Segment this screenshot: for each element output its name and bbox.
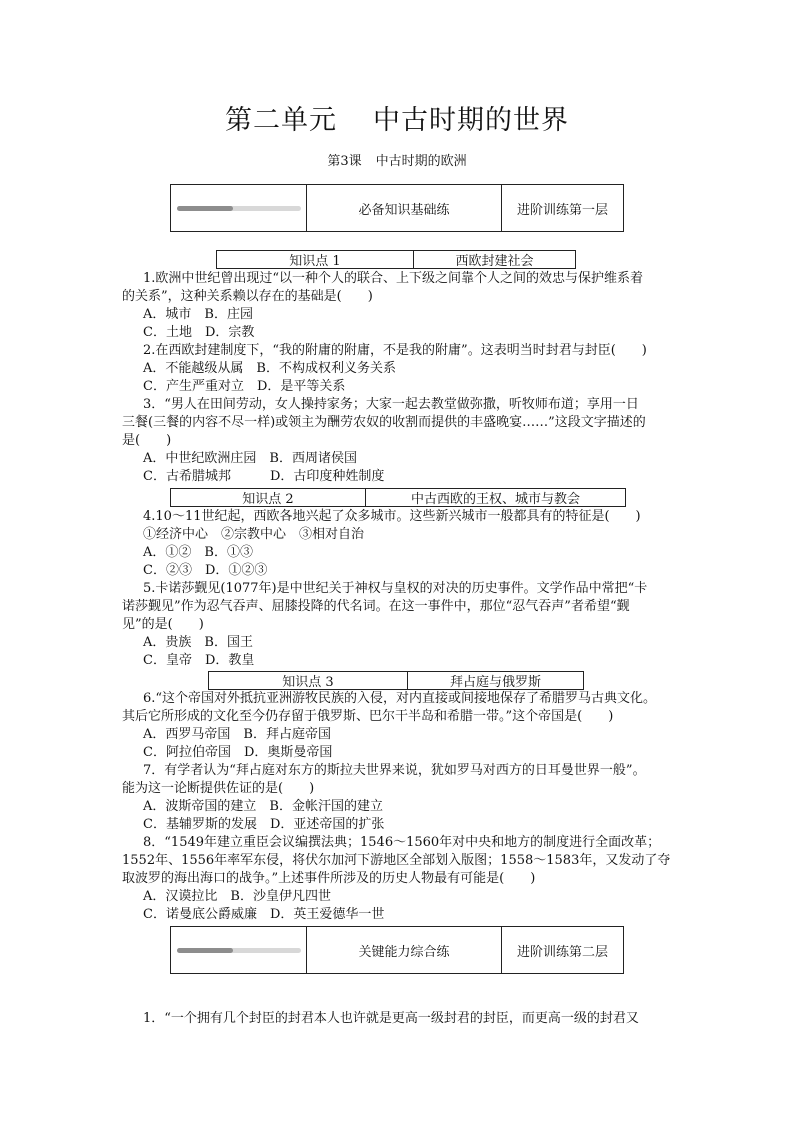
q6-line-1: 6.“这个帝国对外抵抗亚洲游牧民族的入侵，对内直接或间接地保存了希腊罗马古典文化。 — [143, 691, 657, 706]
q6-line-2: 其后它所形成的文化至今仍存留于俄罗斯、巴尔干半岛和希腊一带。”这个帝国是( ) — [122, 709, 614, 724]
q8-line-3: 取波罗的海出海口的战争。”上述事件所涉及的历史人物最有可能是( ) — [122, 871, 536, 886]
q7-options-1: A．波斯帝国的建立 B．金帐汗国的建立 — [143, 799, 383, 814]
lesson-number: 第3课 — [327, 154, 362, 169]
progress-bar-fill — [177, 948, 233, 953]
q3-line-3: 是( ) — [122, 433, 172, 448]
lesson-name: 中古时期的欧洲 — [375, 154, 467, 169]
q3-options-2: C．古希腊城邦 D．古印度种姓制度 — [143, 469, 385, 484]
q4-options-2: C．②③ D．①②③ — [143, 563, 268, 578]
q7-options-2: C．基辅罗斯的发展 D．亚述帝国的扩张 — [143, 817, 385, 832]
q7-line-2: 能为这一论断提供佐证的是( ) — [122, 781, 315, 796]
q5-line-3: 见”的是( ) — [122, 617, 204, 632]
unit-name: 中古时期的世界 — [373, 105, 569, 136]
q1-line-2: 的关系”，这种关系赖以存在的基础是( ) — [122, 289, 373, 304]
section-banner-advanced — [170, 926, 624, 974]
banner-level: 进阶训练第二层 — [516, 944, 608, 960]
progress-bar — [177, 948, 301, 953]
knowledge-point-2 — [170, 488, 626, 507]
knowledge-point-topic: 西欧封建社会 — [455, 254, 534, 269]
q1-options-2: C．土地 D．宗教 — [143, 325, 255, 340]
unit-title — [0, 98, 794, 137]
knowledge-point-1 — [216, 250, 576, 269]
q2-options-1: A．不能越级从属 B．不构成权利义务关系 — [143, 361, 396, 376]
q1-options-1: A．城市 B．庄园 — [143, 307, 253, 322]
q5-line-1: 5.卡诺莎觐见(1077年)是中世纪关于神权与皇权的对决的历史事件。文学作品中常把“卡 — [143, 581, 648, 596]
progress-bar — [177, 206, 301, 211]
q3-line-2: 三餐(三餐的内容不尽一样)或领主为酬劳农奴的收割而提供的丰盛晚宴……”这段文字描述的 — [122, 415, 646, 430]
q8-line-2: 1552年、1556年率军东侵，将伏尔加河下游地区全部划入版图；1558～1583年，又发动了夺 — [122, 853, 671, 868]
q4-line-1: 4.10～11世纪起，西欧各地兴起了众多城市。这些新兴城市一般都具有的特征是( ) — [143, 509, 641, 524]
part2-q1-line-1: 1．“一个拥有几个封臣的封君本人也许就是更高一级封君的封臣，而更高一级的封君又 — [143, 1011, 639, 1026]
knowledge-point-label: 知识点 1 — [217, 251, 414, 268]
q8-options-2: C．诺曼底公爵威廉 D．英王爱德华一世 — [143, 907, 385, 922]
lesson-title — [0, 150, 794, 169]
knowledge-point-label: 知识点 2 — [171, 489, 366, 506]
knowledge-point-label: 知识点 3 — [209, 672, 408, 689]
banner-level: 进阶训练第一层 — [516, 202, 608, 218]
q3-options-1: A．中世纪欧洲庄园 B．西周诸侯国 — [143, 451, 357, 466]
unit-number: 第二单元 — [225, 105, 337, 136]
q6-options-2: C．阿拉伯帝国 D．奥斯曼帝国 — [143, 745, 333, 760]
q4-options-1: A．①② B．①③ — [143, 545, 253, 560]
knowledge-point-3 — [208, 671, 584, 690]
banner-section-name: 必备知识基础练 — [307, 185, 502, 231]
knowledge-point-topic: 中古西欧的王权、城市与教会 — [410, 492, 580, 507]
progress-bar-fill — [177, 206, 233, 211]
banner-progress-cell — [171, 927, 307, 973]
q6-options-1: A．西罗马帝国 B．拜占庭帝国 — [143, 727, 331, 742]
q1-line-1: 1.欧洲中世纪曾出现过“以一种个人的联合、上下级之间靠个人之间的效忠与保护维系着 — [143, 271, 644, 286]
q2-options-2: C．产生严重对立 D．是平等关系 — [143, 379, 346, 394]
section-banner-basic — [170, 184, 624, 232]
q5-options-2: C．皇帝 D．教皇 — [143, 653, 255, 668]
q8-options-1: A．汉谟拉比 B．沙皇伊凡四世 — [143, 889, 331, 904]
q3-line-1: 3．“男人在田间劳动，女人操持家务；大家一起去教堂做弥撒，听牧师布道；享用一日 — [143, 397, 639, 412]
q2-line-1: 2.在西欧封建制度下，“我的附庸的附庸，不是我的附庸”。这表明当时封君与封臣( ) — [143, 343, 647, 358]
q7-line-1: 7．有学者认为“拜占庭对东方的斯拉夫世界来说，犹如罗马对西方的日耳曼世界一般”。 — [143, 763, 646, 778]
knowledge-point-topic: 拜占庭与俄罗斯 — [449, 675, 541, 690]
q8-line-1: 8．“1549年建立重臣会议编撰法典；1546～1560年对中央和地方的制度进行全面改革； — [143, 835, 661, 850]
q4-statements: ①经济中心 ②宗教中心 ③相对自治 — [143, 527, 365, 542]
banner-progress-cell — [171, 185, 307, 231]
banner-section-name: 关键能力综合练 — [307, 927, 502, 973]
q5-line-2: 诺莎觐见”作为忍气吞声、屈膝投降的代名词。在这一事件中，那位“忍气吞声”者希望“觐 — [122, 599, 630, 614]
q5-options-1: A．贵族 B．国王 — [143, 635, 253, 650]
